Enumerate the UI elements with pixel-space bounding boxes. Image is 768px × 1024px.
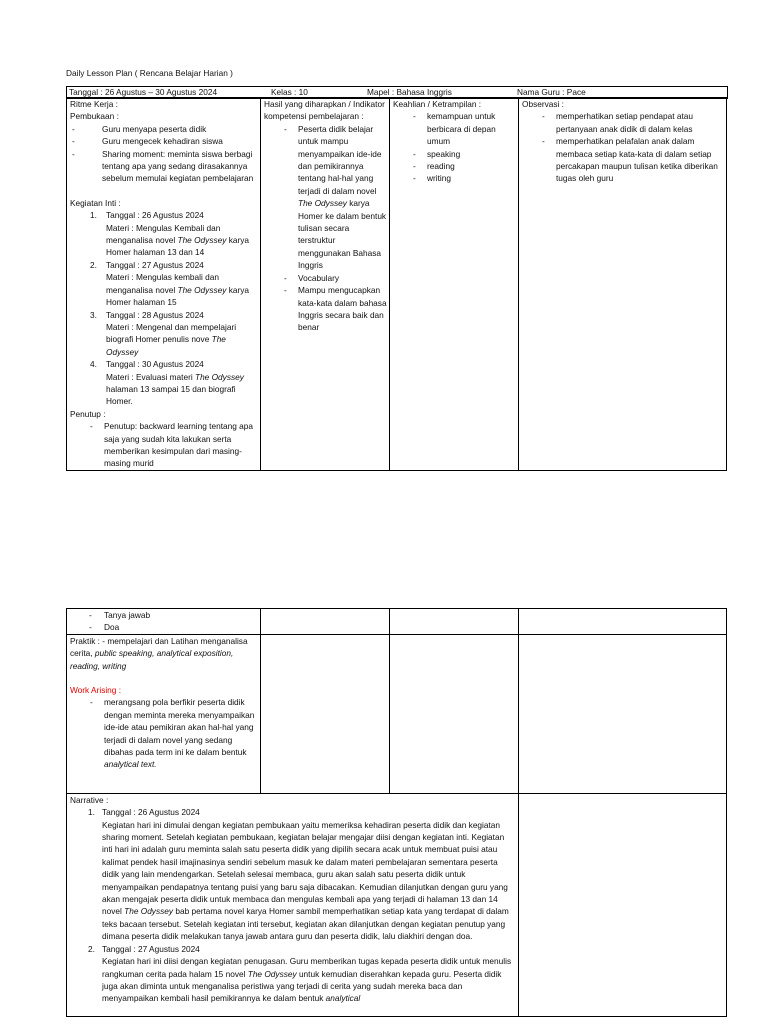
narrative-cell — [67, 793, 519, 1016]
work-arising-heading: Work Arising : — [70, 685, 122, 696]
pembukaan-heading: Pembukaan : — [70, 111, 119, 122]
lesson-plan-table — [66, 97, 727, 471]
list-item: - Mampu mengucapkan kata-kata dalam bahasa Inggris secara baik dan benar — [264, 284, 387, 334]
narrative-heading: Narrative : — [70, 794, 109, 805]
keahlian-heading: Keahlian / Ketrampilan : — [393, 99, 482, 109]
penutup-heading: Penutup : — [70, 408, 106, 419]
pembukaan-list — [70, 123, 258, 185]
list-item: - speaking — [393, 148, 516, 160]
observasi-heading: Observasi : — [522, 99, 564, 109]
list-item: - Guru mengecek kehadiran siswa — [70, 135, 258, 147]
ritme-heading: Ritme Kerja : — [70, 99, 118, 109]
keahlian-cell — [390, 98, 519, 471]
kegiatan-inti-heading: Kegiatan Inti : — [70, 197, 121, 208]
observasi-list — [522, 110, 724, 184]
list-item: 1. Tanggal : 26 Agustus 2024 Materi : Mengulas Kembali dan menganalisa novel The Odyssey karya Homer halaman 13 dan 14 — [90, 210, 249, 258]
list-item: - Vocabulary — [264, 272, 387, 284]
list-item: - Peserta didik belajar untuk mampu menyampaikan ide-ide dan pemikirannya tentang hal-hal yang terjadi di dalam novel The Odyssey karya Homer ke dalam bentuk tulisan secara terstruktur menggunakan Bahasa Inggris — [264, 123, 387, 272]
list-item: - Penutup: backward learning tentang apa saja yang sudah kita lakukan serta memberikan kesimpulan dari masing-masing murid — [70, 420, 258, 470]
subject-label: Mapel : Bahasa Inggris — [367, 87, 452, 97]
list-item: - Guru menyapa peserta didik — [70, 123, 258, 135]
date-range: Tanggal : 26 Agustus – 30 Agustus 2024 — [69, 87, 218, 97]
penutup-continued-list — [70, 609, 258, 634]
narrative-list — [70, 806, 516, 1005]
teacher-label: Nama Guru : Pace — [517, 87, 586, 97]
keahlian-list — [393, 110, 516, 184]
observasi-cell — [519, 98, 727, 471]
list-item: 2. Tanggal : 27 Agustus 2024 Materi : Mengulas kembali dan menganalisa novel The Odyssey karya Homer halaman 15 — [90, 259, 249, 308]
list-item: 3. Tanggal : 28 Agustus 2024 Materi : Mengenal dan mempelajari biografi Homer penulis nove The Odyssey — [90, 309, 237, 357]
list-item: - kemampuan untuk berbicara di depan umum — [393, 110, 516, 147]
list-item: 4. Tanggal : 30 Agustus 2024 Materi : Evaluasi materi The Odyssey halaman 13 sampai 15 dan biografi Homer. — [90, 359, 244, 407]
list-item: - Doa — [70, 621, 258, 633]
class-label: Kelas : 10 — [271, 87, 308, 97]
list-item: 1. Tanggal : 26 Agustus 2024 Kegiatan hari ini dimulai dengan kegiatan pembukaan yaitu memeriksa kehadiran peserta didik dan kegiatan sharing moment. Setelah kegiatan pembukaan, kegiatan belajar mengajar diisi dengan kegiatan inti. Kegiatan inti hari ini adalah guru meminta salah satu peserta didik yang dipilih secara acak untuk membuat puisi atau kalimat pendek hasil imajinasinya sendiri sebelum masuk ke dalam materi pembelajaran sementara peserta didik yang lain mendengarkan. Setelah selesai membaca, guru akan salah satu peserta didik untuk menyampaikan pendapatnya tentang puisi yang baru saja dibacakan. Kemudian dilanjutkan dengan guru yang akan mengajak peserta didik untuk membaca dan mengulas kembali apa yang terjadi di halaman 13 dan 14 novel The Odyssey bab pertama novel karya Homer sambil memperhatikan setiap kata yang terdapat di dalam teks bacaan tersebut. Setelah kegiatan inti tersebut, kegiatan akan dilanjutkan dengan kegiatan penutup yang dimana peserta didik melakukan tanya jawab antara guru dan peserta didik, lalu diakhiri dengan doa. — [88, 807, 509, 942]
document-title: Daily Lesson Plan ( Rencana Belajar Harian ) — [66, 68, 233, 78]
kegiatan-inti-list — [70, 209, 258, 408]
praktik-text: Praktik : - mempelajari dan Latihan menganalisa cerita, public speaking, analytical exposition, reading, writing — [70, 635, 248, 671]
continued-cell — [67, 609, 261, 635]
list-item: - Tanya jawab — [70, 609, 258, 621]
ritme-kerja-cell — [67, 98, 261, 471]
list-item: - memperhatikan setiap pendapat atau pertanyaan anak didik di dalam kelas — [522, 110, 724, 135]
list-item: - Sharing moment: meminta siswa berbagi tentang apa yang sedang dirasakannya sebelum memulai kegiatan pembelajaran — [70, 148, 258, 185]
list-item: - memperhatikan pelafalan anak dalam membaca setiap kata-kata di dalam setiap percakapan maupun tulisan ketika diberikan tugas oleh guru — [522, 135, 724, 185]
indikator-list — [264, 123, 387, 334]
list-item: - writing — [393, 172, 516, 184]
praktik-cell — [67, 634, 261, 793]
penutup-list — [70, 420, 258, 470]
list-item: - merangsang pola berfikir peserta didik dengan meminta mereka menyampaikan ide-ide atau pemikiran akan hal-hal yang terjadi di dalam novel yang sedang dibahas pada term ini ke dalam bentuk analytical text. — [70, 696, 258, 770]
lesson-plan-table-continued — [66, 608, 727, 1017]
list-item: 2. Tanggal : 27 Agustus 2024 Kegiatan hari ini diisi dengan kegiatan penugasan. Guru memberikan tugas kepada peserta didik untuk menulis rangkuman cerita pada halam 15 novel The Odyssey untuk kemudian diserahkan kepada guru. Peserta didik juga akan diminta untuk menganalisa peristiwa yang terjadi di cerita yang sudah mereka baca dan menyampaikan kembali hasil pemikirannya ke dalam bentuk analytical — [88, 943, 512, 1004]
indikator-heading: Hasil yang diharapkan / Indikator kompetensi pembelajaran : — [264, 99, 385, 122]
indikator-cell — [261, 98, 390, 471]
work-arising-list — [70, 696, 258, 770]
list-item: - reading — [393, 160, 516, 172]
